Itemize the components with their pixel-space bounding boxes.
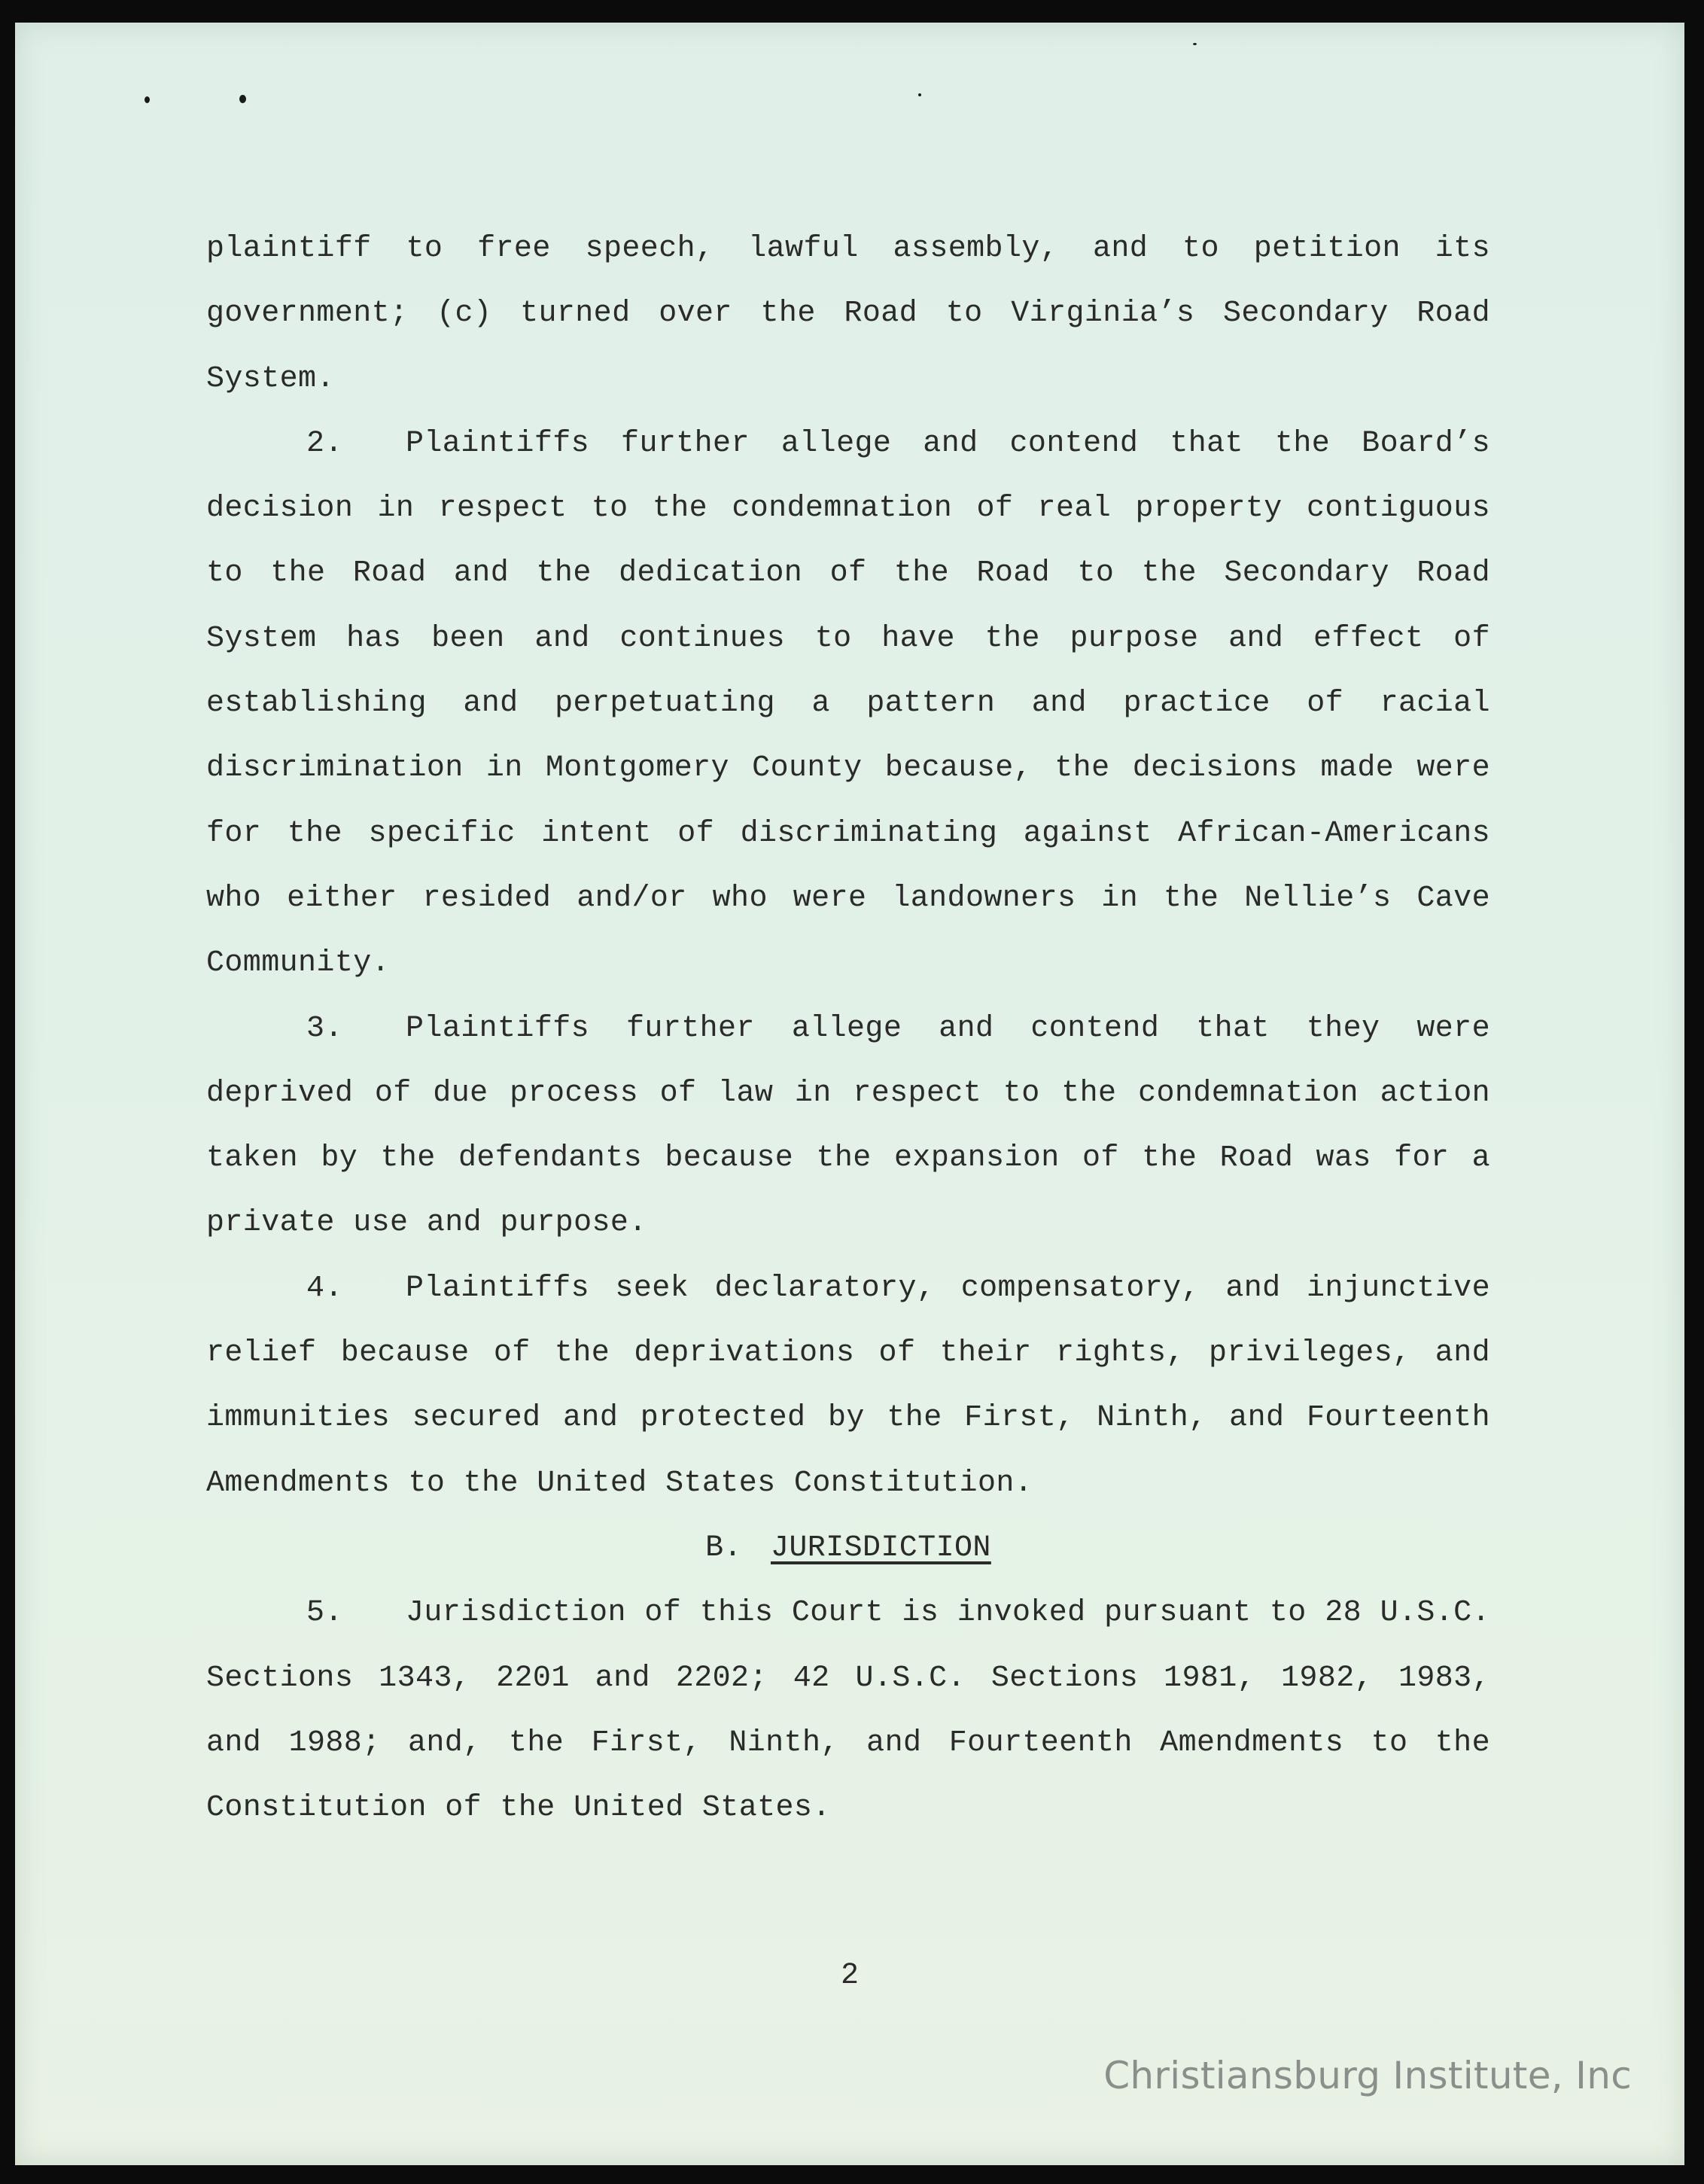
paragraph-5 [206,1581,1490,1841]
opening-paragraph: plaintiff to free speech, lawful assembly, and to petition its government; (c) turned over the Road to Virginia’s Secondary Road System. [206,232,1490,396]
document-page [15,23,1684,2165]
paper-speck [918,93,921,96]
section-title: JURISDICTION [770,1531,991,1565]
paragraph-number: 2. [306,426,343,461]
paragraph-text: Plaintiffs seek declaratory, compensatory, and injunctive relief because of the deprivations of their rights, privileges, and immunities secured and protected by the First, Ninth, and Fourteenth Amendments to the United States Constitution. [206,1271,1490,1500]
section-letter: B. [705,1531,742,1565]
document-body [206,217,1490,1841]
paragraph-number: 4. [306,1271,343,1305]
paper-speck [1193,43,1197,45]
paragraph-text: Plaintiffs further allege and contend that the Board’s decision in respect to the condemnation of real property contiguous to the Road and the dedication of the Road to the Secondary Road System has been and continues to have the purpose and effect of establishing and perpetuating a pattern and practice of racial discrimination in Montgomery County because, the decisions made were for the specific intent of discriminating against African-Americans who either resided and/or who were landowners in the Nellie’s Cave Community. [206,426,1490,981]
paragraph-text: Plaintiffs further allege and contend that they were deprived of due process of law in respect to the condemnation action taken by the defendants because the expansion of the Road was for a private use and purpose. [206,1011,1490,1241]
paragraph-text: Jurisdiction of this Court is invoked pursuant to 28 U.S.C. Sections 1343, 2201 and 2202; 42 U.S.C. Sections 1981, 1982, 1983, and 1988; and, the First, Ninth, and Fourteenth Amendments to the Constitution of the United States. [206,1596,1490,1826]
paper-speck [239,95,246,103]
paper-speck [145,96,150,103]
page-number: 2 [840,1959,859,1993]
paragraph-3 [206,997,1490,1256]
paragraph-number: 5. [306,1596,343,1631]
paragraph-4 [206,1256,1490,1516]
paragraph-number: 3. [306,1011,343,1046]
archive-watermark: Christiansburg Institute, Inc [1103,2054,1632,2097]
paragraph-2 [206,412,1490,997]
section-heading [206,1516,1490,1581]
